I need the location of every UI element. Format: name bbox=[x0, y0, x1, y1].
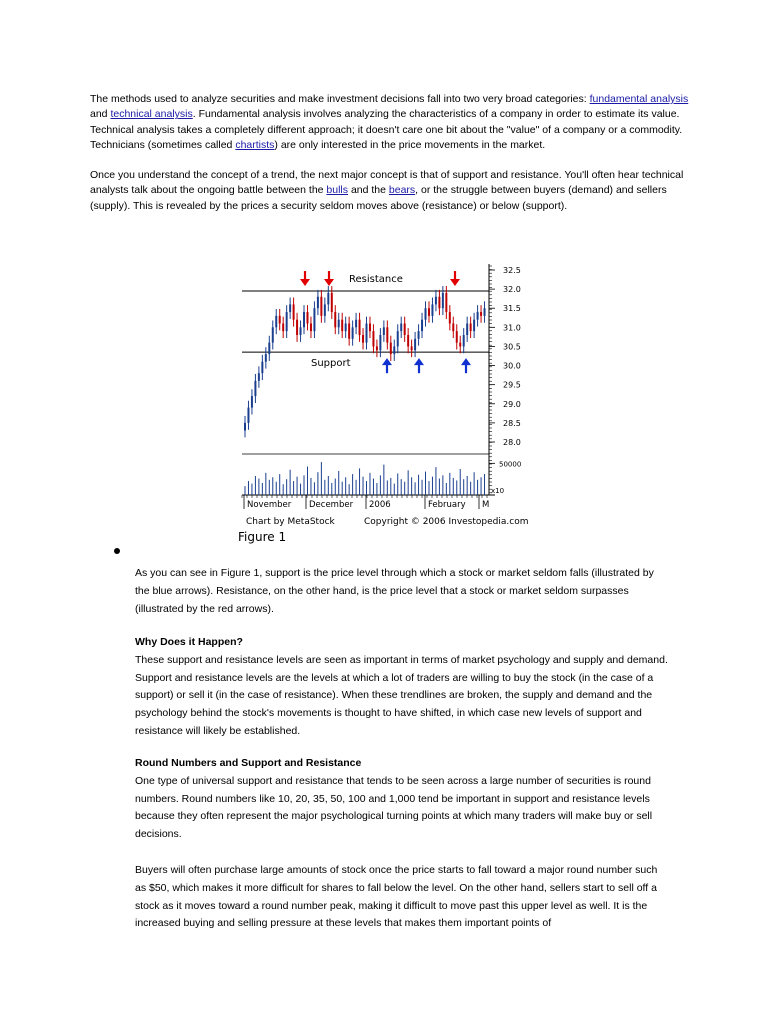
price-candle bbox=[345, 324, 347, 332]
price-candle bbox=[383, 327, 385, 335]
price-candle bbox=[300, 327, 302, 335]
x-axis-label: December bbox=[309, 500, 354, 510]
price-candle bbox=[480, 312, 482, 316]
intro-text-2: and bbox=[90, 108, 111, 121]
support-resistance-figure bbox=[235, 262, 535, 547]
buyers-paragraph: Buyers will often purchase large amounts of stock once the price starts to fall toward a major round number such as $50, which makes it more difficult for shares to fall below the level. On the other hand, sellers start to sell off a stock as it moves toward a round number peak, making it difficult to move past this upper level as well. It is the increased buying and selling pressure at these levels that makes them important points of bbox=[135, 864, 658, 930]
volume-tick-label: 50000 bbox=[499, 460, 522, 469]
price-candle bbox=[306, 312, 308, 323]
support-label: Support bbox=[311, 358, 351, 370]
price-candle bbox=[400, 324, 402, 332]
price-candle bbox=[414, 339, 416, 350]
price-candle bbox=[445, 293, 447, 312]
price-candle bbox=[466, 324, 468, 335]
price-tick-label: 29.0 bbox=[503, 399, 521, 409]
technical-analysis-link[interactable]: technical analysis bbox=[110, 108, 193, 121]
price-candle bbox=[449, 312, 451, 323]
intro-text-3: . Fundamental analysis involves analyzing the characteristics of a company in order to estimate its value. Technical analysis takes a completely different approach; it doesn't care one bit about the "value" of a company or a commodity. Technicians (sometimes called bbox=[90, 108, 683, 151]
resistance-label: Resistance bbox=[349, 274, 403, 286]
price-candle bbox=[244, 423, 246, 431]
blue-support-arrow bbox=[414, 358, 424, 365]
chartists-link[interactable]: chartists bbox=[235, 138, 275, 151]
price-candle bbox=[317, 297, 319, 308]
round-numbers-heading: Round Numbers and Support and Resistance bbox=[135, 757, 362, 769]
trend-text-3: , or the struggle between buyers (demand) and sellers (supply). This is revealed by the prices a security seldom moves above (resistance) or below (support). bbox=[90, 184, 667, 212]
chart-credit-left: Chart by MetaStock bbox=[246, 517, 335, 527]
price-candle bbox=[477, 312, 479, 320]
intro-text-4: ) are only interested in the price movements in the market. bbox=[274, 138, 546, 151]
price-candle bbox=[341, 320, 343, 331]
price-candle bbox=[372, 331, 374, 346]
price-candle bbox=[251, 396, 253, 407]
price-candle bbox=[265, 354, 267, 362]
price-tick-label: 32.0 bbox=[503, 285, 521, 295]
x-axis-label: 2006 bbox=[369, 500, 391, 510]
price-tick-label: 32.5 bbox=[503, 266, 521, 275]
price-candle bbox=[261, 362, 263, 373]
price-candle bbox=[324, 304, 326, 315]
price-candle bbox=[428, 308, 430, 316]
red-resistance-arrow bbox=[300, 279, 310, 286]
price-candle bbox=[452, 324, 454, 332]
red-resistance-arrow bbox=[324, 279, 334, 286]
price-candle bbox=[282, 324, 284, 332]
price-candle bbox=[407, 335, 409, 346]
price-candle bbox=[463, 335, 465, 346]
price-candle bbox=[425, 308, 427, 319]
price-candle bbox=[418, 331, 420, 339]
price-candle bbox=[393, 346, 395, 354]
volume-scale-label: x10 bbox=[491, 487, 505, 495]
trend-text-1: Once you understand the concept of a trend, the next major concept is that of support and resistance. You'll often hear technical analysts talk about the ongoing battle between the bbox=[90, 169, 684, 197]
price-candle bbox=[293, 304, 295, 319]
bears-link[interactable]: bears bbox=[388, 184, 416, 197]
candlestick-chart bbox=[235, 262, 535, 532]
price-candle bbox=[366, 324, 368, 343]
price-candle bbox=[362, 335, 364, 343]
price-candle bbox=[421, 320, 423, 331]
price-candle bbox=[442, 293, 444, 308]
price-candle bbox=[275, 316, 277, 327]
price-tick-label: 28.0 bbox=[503, 438, 521, 447]
price-candle bbox=[404, 324, 406, 335]
price-candle bbox=[348, 324, 350, 339]
trend-text-2: and the bbox=[348, 184, 389, 197]
x-axis-label: November bbox=[247, 500, 292, 510]
why-heading: Why Does it Happen? bbox=[135, 636, 243, 648]
price-candle bbox=[470, 324, 472, 332]
price-candle bbox=[286, 312, 288, 331]
round-numbers-section bbox=[135, 755, 670, 844]
price-candle bbox=[459, 343, 461, 347]
price-tick-label: 28.5 bbox=[503, 418, 521, 428]
price-candle bbox=[289, 304, 291, 312]
price-candle bbox=[390, 343, 392, 354]
price-candle bbox=[355, 320, 357, 328]
price-candle bbox=[431, 304, 433, 315]
why-text: These support and resistance levels are seen as important in terms of market psychology and supply and demand. Support and resistance levels are the levels at which a lot of traders are willing to buy the stock (in the case of a support) or sell it (in the case of resistance). When these trendlines are broken, the supply and demand and the psychology behind the stock's movements is thought to have shifted, in which case new levels of support and resistance will likely be established. bbox=[135, 653, 668, 737]
intro-paragraph bbox=[90, 92, 690, 153]
price-tick-label: 30.5 bbox=[503, 342, 521, 352]
price-candle bbox=[397, 331, 399, 346]
price-candle bbox=[456, 331, 458, 342]
price-candle bbox=[313, 308, 315, 331]
explain-paragraph: As you can see in Figure 1, support is the price level through which a stock or market seldom falls (illustrated by the blue arrows). Resistance, on the other hand, is the price level that a stock or market seldom surpasses (illustrated by the red arrows). bbox=[135, 567, 654, 615]
price-candle bbox=[473, 320, 475, 331]
price-candle bbox=[484, 308, 486, 316]
blue-support-arrow bbox=[461, 358, 471, 365]
price-candle bbox=[352, 327, 354, 338]
bullet-point bbox=[114, 548, 120, 554]
price-candle bbox=[376, 346, 378, 350]
price-candle bbox=[327, 293, 329, 304]
price-candle bbox=[272, 327, 274, 342]
x-axis-label: February bbox=[428, 500, 466, 510]
chart-credit-right: Copyright © 2006 Investopedia.com bbox=[364, 517, 529, 527]
x-axis-label: M bbox=[482, 500, 490, 510]
round-numbers-text: One type of universal support and resistance that tends to be seen across a large number of securities is round numbers. Round numbers like 10, 20, 35, 50, 100 and 1,000 tend be important in support and resistance levels because they often represent the major psychological turning points at which many traders will make buy or sell decisions. bbox=[135, 774, 653, 841]
price-candle bbox=[379, 335, 381, 350]
intro-text-1: The methods used to analyze securities and make investment decisions fall into two very broad categories: bbox=[90, 93, 590, 105]
price-candle bbox=[369, 324, 371, 332]
price-tick-label: 30.0 bbox=[503, 361, 521, 371]
price-candle bbox=[438, 297, 440, 308]
price-candle bbox=[279, 316, 281, 324]
price-tick-label: 31.5 bbox=[503, 304, 521, 314]
price-candle bbox=[331, 293, 333, 312]
price-candle bbox=[411, 346, 413, 350]
price-candle bbox=[386, 327, 388, 342]
price-candle bbox=[268, 343, 270, 354]
price-candle bbox=[254, 381, 256, 396]
price-tick-label: 29.5 bbox=[503, 380, 521, 390]
price-candle bbox=[334, 312, 336, 327]
price-candle bbox=[303, 312, 305, 327]
figure-label: Figure 1 bbox=[238, 530, 287, 544]
fundamental-analysis-link[interactable]: fundamental analysis bbox=[589, 93, 689, 105]
price-candle bbox=[310, 324, 312, 332]
price-candle bbox=[359, 320, 361, 335]
price-candle bbox=[435, 297, 437, 305]
price-candle bbox=[338, 320, 340, 328]
price-tick-label: 31.0 bbox=[503, 323, 521, 333]
why-section bbox=[135, 634, 670, 741]
bulls-link[interactable]: bulls bbox=[326, 184, 349, 197]
price-candle bbox=[296, 320, 298, 335]
price-candle bbox=[320, 297, 322, 316]
price-candle bbox=[258, 373, 260, 381]
price-candle bbox=[247, 408, 249, 423]
red-resistance-arrow bbox=[450, 279, 460, 286]
trend-paragraph bbox=[90, 168, 690, 214]
